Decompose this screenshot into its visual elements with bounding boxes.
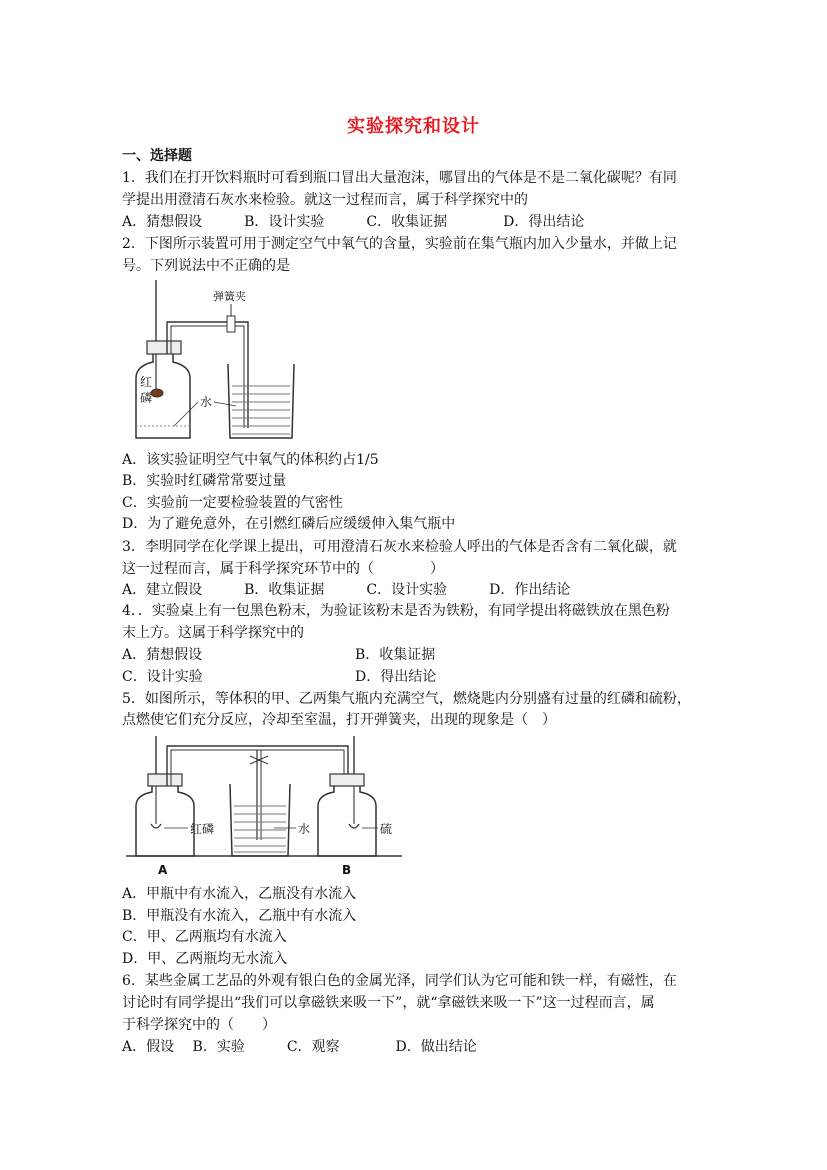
spring-clip bbox=[250, 756, 268, 764]
q5-option-d: D．甲、乙两瓶均无水流入 bbox=[122, 951, 288, 967]
q3-options: A．建立假设 B．收集证据 C．设计实验 D．作出结论 bbox=[122, 582, 571, 598]
section-heading: 一、选择题 bbox=[122, 148, 192, 164]
red-phosphorus bbox=[151, 389, 163, 397]
sulfur-label: 硫 bbox=[380, 822, 393, 836]
water-label-leader bbox=[174, 402, 198, 426]
beaker bbox=[230, 784, 290, 856]
q5-option-b: B．甲瓶没有水流入，乙瓶中有水流入 bbox=[122, 908, 357, 924]
q5-option-a: A．甲瓶中有水流入，乙瓶没有水流入 bbox=[122, 886, 357, 902]
phosphorus-label-2: 磷 bbox=[140, 391, 153, 405]
connecting-tube-inner bbox=[171, 326, 244, 428]
q4-option-d: D．得出结论 bbox=[355, 669, 437, 685]
q4-stem-line2: 末上方。这属于科学探究中的 bbox=[122, 625, 304, 641]
water-label-leader-2 bbox=[214, 402, 236, 406]
q2-stem-line1: 2．下图所示装置可用于测定空气中氧气的含量，实验前在集气瓶内加入少量水，并做上记 bbox=[122, 236, 677, 252]
q4-option-c: C．设计实验 bbox=[122, 669, 203, 685]
spring-clip bbox=[227, 316, 235, 332]
q5-stem-line2: 点燃使它们充分反应，冷却至室温，打开弹簧夹，出现的现象是（ ） bbox=[122, 712, 556, 728]
phosphorus-label-1: 红 bbox=[140, 375, 153, 389]
clip-label: 弹簧夹 bbox=[213, 290, 246, 303]
bottle-b-label: B bbox=[342, 863, 352, 877]
oxygen-apparatus-figure bbox=[128, 278, 313, 443]
bottle-a-spoon bbox=[151, 824, 161, 828]
q6-stem-line3: 于科学探究中的（ ） bbox=[122, 1017, 276, 1033]
q5-stem-line1: 5．如图所示，等体积的甲、乙两集气瓶内充满空气，燃烧匙内分别盛有过量的红磷和硫粉， bbox=[122, 691, 691, 707]
connecting-tube bbox=[167, 322, 248, 428]
q4-stem-line1: 4．．实验桌上有一包黑色粉末，为验证该粉末是否为铁粉，有同学提出将磁铁放在黑色粉 bbox=[122, 603, 670, 619]
q6-options: A．假设 B．实验 C．观察 D．做出结论 bbox=[122, 1039, 477, 1055]
q2-option-c: C．实验前一定要检验装置的气密性 bbox=[122, 495, 343, 511]
water-label: 水 bbox=[200, 395, 213, 409]
q3-stem-line1: 3．李明同学在化学课上提出，可用澄清石灰水来检验人呼出的气体是否含有二氧化碳，就 bbox=[122, 539, 677, 555]
bottle-a bbox=[136, 786, 194, 856]
beaker-water bbox=[232, 386, 290, 434]
bottle-b-spoon bbox=[349, 824, 359, 828]
beaker bbox=[228, 364, 294, 438]
phosphorus-label: 红磷 bbox=[190, 822, 215, 836]
water-label: 水 bbox=[298, 822, 311, 836]
q5-option-c: C．甲、乙两瓶均有水流入 bbox=[122, 929, 287, 945]
q4-option-b: B．收集证据 bbox=[355, 647, 436, 663]
q1-stem-line2: 学提出用澄清石灰水来检验。就这一过程而言，属于科学探究中的 bbox=[122, 192, 528, 208]
beaker-water bbox=[234, 806, 286, 852]
bottle-a-label: A bbox=[158, 863, 168, 877]
q4-option-a: A．猜想假设 bbox=[122, 647, 203, 663]
q1-stem-line1: 1．我们在打开饮料瓶时可看到瓶口冒出大量泡沫，哪冒出的气体是不是二氧化碳呢？有同 bbox=[122, 170, 677, 186]
q2-stem-line2: 号。下列说法中不正确的是 bbox=[122, 258, 290, 274]
q6-stem-line1: 6．某些金属工艺品的外观有银白色的金属光泽，同学们认为它可能和铁一样，有磁性，在 bbox=[122, 973, 677, 989]
q2-option-d: D．为了避免意外，在引燃红磷后应缓缓伸入集气瓶中 bbox=[122, 516, 456, 532]
q2-option-b: B．实验时红磷常常要过量 bbox=[122, 473, 287, 489]
bottle-stopper bbox=[147, 341, 181, 354]
bottle-b bbox=[318, 786, 376, 856]
bottle-b-stopper bbox=[330, 774, 364, 786]
two-bottle-apparatus-figure bbox=[124, 732, 404, 880]
q2-option-a: A．该实验证明空气中氧气的体积约占1/5 bbox=[122, 452, 379, 468]
q1-options: A．猜想假设 B．设计实验 C．收集证据 D．得出结论 bbox=[122, 214, 585, 230]
q3-stem-line2: 这一过程而言，属于科学探究环节中的（ ） bbox=[122, 561, 444, 577]
page-title: 实验探究和设计 bbox=[347, 116, 480, 137]
q6-stem-line2: 讨论时有同学提出“我们可以拿磁铁来吸一下”，就“拿磁铁来吸一下”这一过程而言，属 bbox=[122, 995, 655, 1011]
bottle-a-stopper bbox=[148, 774, 182, 786]
